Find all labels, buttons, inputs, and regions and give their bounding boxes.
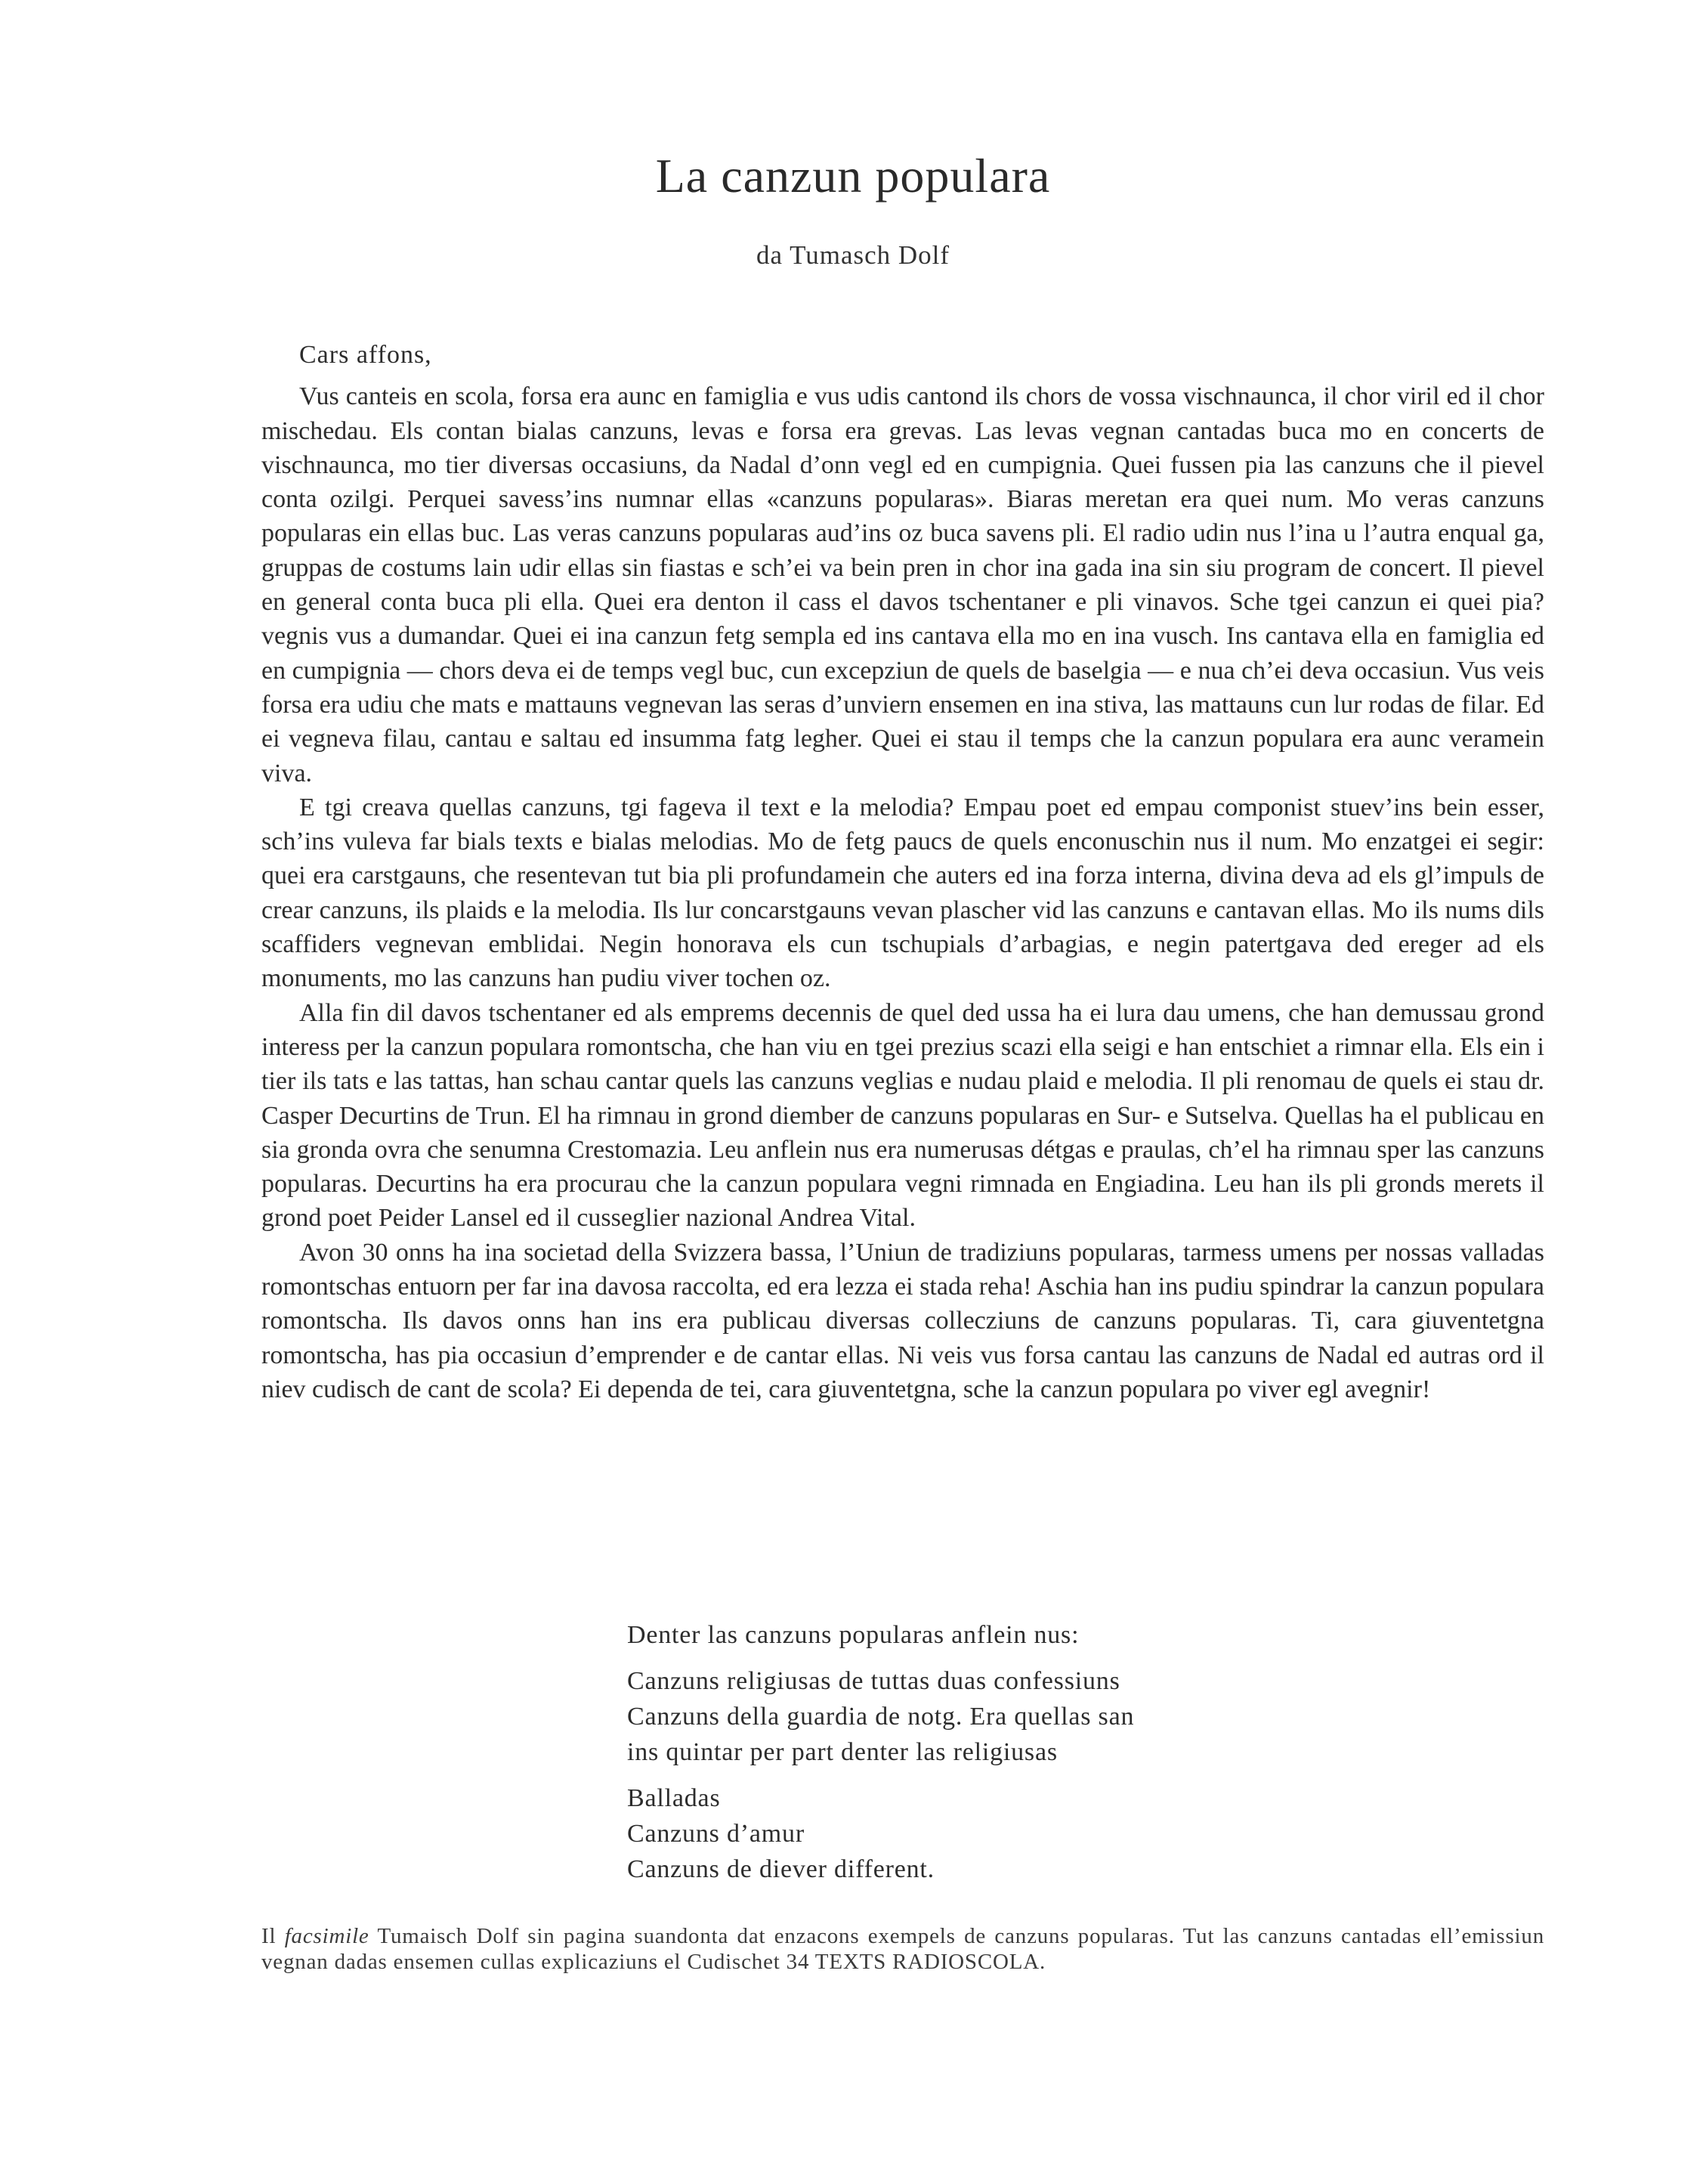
salutation: Cars affons, [299, 341, 432, 369]
footnote [261, 1923, 1544, 1975]
genre-item: Canzuns de diever different. [627, 1855, 935, 1883]
genre-list-intro: Denter las canzuns popularas anflein nus: [627, 1621, 1080, 1649]
footnote-text: Tumaisch Dolf sin pagina suandonta dat enzacons exempels de canzuns popularas. Tut las canzuns cantadas ell’emissiun vegnan dadas ensemen cullas explicaziuns el Cudischet 34 TEXTS RADIOSCOLA. [261, 1924, 1544, 1974]
paragraph-1: Vus canteis en scola, forsa era aunc en famiglia e vus udis cantond ils chors de vossa vischnaunca, il chor viril ed il chor mischedau. Els contan bialas canzuns, levas e forsa era grevas. Las levas vegnan cantadas buca mo en concerts de vischnaunca, mo tier diversas occasiuns, da Nadal d’onn vegl ed en cumpignia. Quei fussen pia las canzuns che il pievel conta ozilgi. Perquei savess’ins numnar ellas «canzuns popularas». Biaras meretan era quei num. Mo veras canzuns popularas ein ellas buc. Las veras canzuns popularas aud’ins oz buca savens pli. El radio udin nus l’ina u l’autra enqual ga, gruppas de costums lain udir ellas sin fiastas e sch’ei va bein pren in chor ina gada ina sin siu program de concert. Il pievel en general conta buca pli ella. Quei era denton il cass el davos tschentaner e pli vinavos. Sche tgei canzun ei quei pia? vegnis vus a dumandar. Quei ei ina canzun fetg sempla ed ins cantava ella mo en ina vusch. Ins cantava ella en famiglia ed en cumpignia — chors deva ei de temps vegl buc, cun excepziun de quels de baselgia — e nua ch’ei deva occasiun. Vus veis forsa era udiu che mats e mattauns vegnevan las seras d’unviern ensemen en ina stiva, las mattauns cun lur rodas de filar. Ed ei vegneva filau, cantau e saltau ed insumma fatg legher. Quei ei stau il temps che la canzun populara era aunc veramein viva. [261, 382, 1544, 787]
paragraph-2: E tgi creava quellas canzuns, tgi fageva il text e la melodia? Empau poet ed empau componist stuev’ins bein esser, sch’ins vuleva far bials texts e bialas melodias. Mo de fetg paucs de quels enconuschin nus il num. Mo enzatgei ei segir: quei era carstgauns, che resentevan tut bia pli profundamein che auters ed ina forza interna, divina deva ad els gl’impuls de crear canzuns, ils plaids e la melodia. Ils lur concarstgauns vevan plascher vid las canzuns e cantavan ellas. Mo ils nums dils scaffiders vegnevan emblidai. Negin honorava els cun tschupials d’arbagias, e negin patertgava ded ereger ad els monuments, mo las canzuns han pudiu viver tochen oz. [261, 793, 1544, 993]
genre-group-secular [627, 1780, 1134, 1887]
paragraph-3: Alla fin dil davos tschentaner ed als emprems decennis de quel ded ussa ha ei lura dau umens, che han demussau grond interess per la canzun populara romontscha, che han viu en tgei prezius scazi ella seigi e han entschiet a rimnar ella. Els ein i tier ils tats e las tattas, han schau cantar quels las canzuns veglias e nudau plaid e melodia. Il pli renomau de quels ei stau dr. Casper Decurtins de Trun. El ha rimnau in grond diember de canzuns popularas en Sur- e Sutselva. Quellas ha el publicau en sia gronda ovra che senumna Crestomazia. Leu anflein nus era numerusas détgas e praulas, ch’el ha rimnau sper las canzuns popularas. Decurtins ha era procurau che la canzun populara vegni rimnada en Engiadina. Leu han ils pli gronds merets il grond poet Peider Lansel ed il cusseglier nazional Andrea Vital. [261, 998, 1544, 1233]
genre-list-intro-group [627, 1617, 1134, 1653]
genre-list [627, 1617, 1134, 1898]
paragraph-4: Avon 30 onns ha ina societad della Svizzera bassa, l’Uniun de tradiziuns popularas, tarmess umens per nossas valladas romontschas entuorn per far ina davosa raccolta, ed era lezza ei stada reha! Aschia han ins pudiu spindrar la canzun populara romontscha. Ils davos onns han ins era publicau diversas collecziuns de canzuns popularas. Ti, cara giuventetgna romontscha, has pia occasiun d’emprender e de cantar ellas. Ni veis vus forsa cantau las canzuns de Nadal ed autras ord il niev cudisch de cant de scola? Ei dependa de tei, cara giuventetgna, sche la canzun populara po viver egl avegnir! [261, 1238, 1544, 1403]
genre-item: Canzuns religiusas de tuttas duas confessiuns [627, 1667, 1120, 1695]
footnote-prefix: Il [261, 1924, 285, 1948]
genre-item: Canzuns della guardia de notg. Era quellas san [627, 1703, 1135, 1731]
genre-item: Balladas [627, 1784, 721, 1812]
genre-group-religious [627, 1663, 1134, 1770]
footnote-emphasis: facsimile [284, 1924, 369, 1948]
article-body [261, 338, 1544, 1406]
genre-item: Canzuns d’amur [627, 1820, 805, 1848]
genre-item: ins quintar per part denter las religiusas [627, 1738, 1058, 1766]
article-title: La canzun populara [655, 149, 1051, 203]
article-author: da Tumasch Dolf [756, 240, 950, 270]
